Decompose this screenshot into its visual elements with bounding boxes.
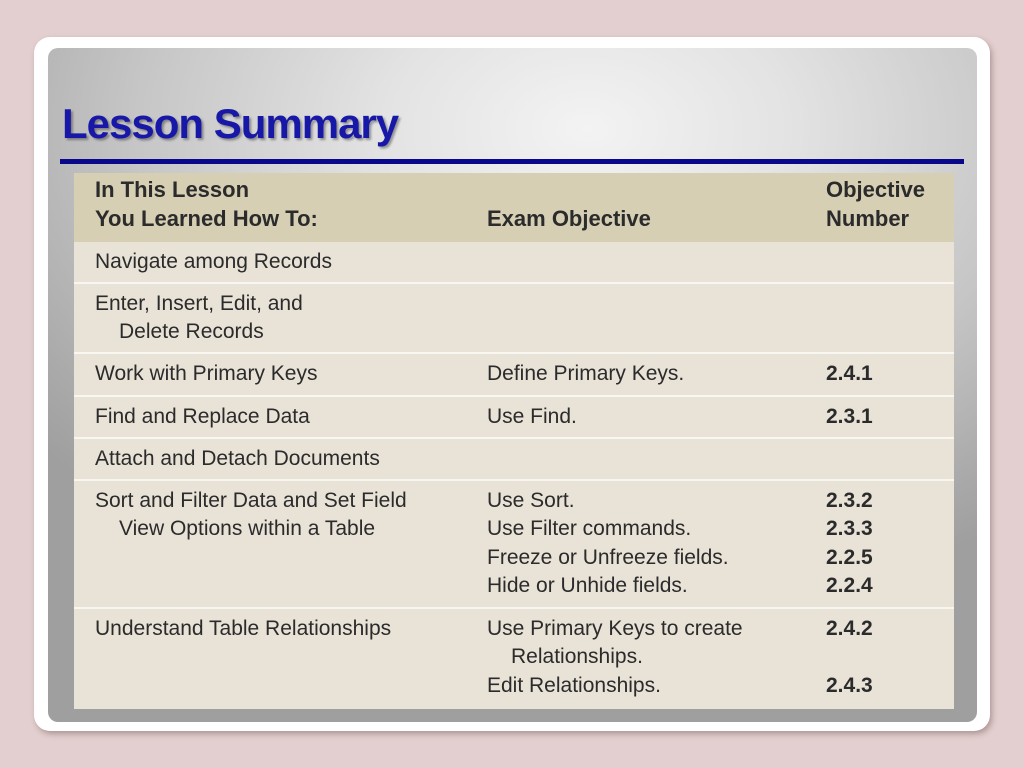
objective-number: 2.3.3 [826, 517, 873, 541]
header-objective-number-line: Objective [826, 177, 926, 202]
exam-objective-text: Hide or Unhide fields. [487, 574, 688, 598]
skill-cell [74, 481, 466, 607]
objective-number: 2.3.2 [826, 489, 873, 512]
skill-text: Understand Table Relationships [95, 617, 392, 640]
exam-objective-text: Define Primary Keys. [487, 362, 685, 385]
exam-objective-text: Use Filter commands. [487, 517, 692, 541]
exam-objective-text: Use Primary Keys to create [487, 617, 743, 640]
header-objective-number [805, 173, 954, 242]
objective-number-cell [805, 284, 954, 352]
exam-objective-cell [466, 481, 805, 607]
skill-text: Attach and Detach Documents [95, 447, 380, 470]
exam-objective-text: Use Find. [487, 405, 577, 428]
table-row [74, 607, 954, 709]
skill-text: Sort and Filter Data and Set Field [95, 489, 407, 512]
exam-objective-cell [466, 284, 805, 352]
objective-number: 2.3.1 [826, 405, 873, 428]
exam-objective-text: Use Sort. [487, 489, 575, 512]
skill-text: Work with Primary Keys [95, 362, 318, 385]
exam-objective-cell [466, 397, 805, 437]
header-exam-objective-text: Exam Objective [487, 206, 651, 231]
lesson-summary-table [74, 173, 954, 709]
exam-objective-cell [466, 354, 805, 395]
table-row [74, 437, 954, 479]
skill-text: Navigate among Records [95, 250, 332, 273]
header-exam-objective [466, 173, 805, 242]
exam-objective-cell [466, 242, 805, 282]
header-skill [74, 173, 466, 242]
skill-cell [74, 609, 466, 709]
objective-number: 2.4.2 [826, 617, 873, 640]
objective-number-cell [805, 354, 954, 395]
skill-text: Enter, Insert, Edit, and [95, 292, 303, 315]
slide-frame [34, 37, 990, 731]
line-spacer [826, 643, 954, 671]
skill-text-continued: View Options within a Table [119, 517, 376, 541]
objective-number-cell [805, 609, 954, 709]
exam-objective-text-continued: Relationships. [511, 645, 643, 669]
objective-number-cell [805, 397, 954, 437]
table-row [74, 352, 954, 395]
exam-objective-cell [466, 439, 805, 479]
table-row [74, 395, 954, 437]
objective-number-cell [805, 439, 954, 479]
slide-panel [48, 48, 977, 722]
header-skill-line: In This Lesson [95, 177, 250, 202]
skill-text-continued: Delete Records [119, 320, 264, 344]
exam-objective-text: Edit Relationships. [487, 673, 661, 697]
exam-objective-text: Freeze or Unfreeze fields. [487, 545, 729, 569]
objective-number-cell [805, 481, 954, 607]
skill-text: Find and Replace Data [95, 405, 310, 428]
table-row [74, 242, 954, 282]
objective-number: 2.2.5 [826, 545, 873, 569]
skill-cell [74, 354, 466, 395]
table-row [74, 479, 954, 607]
skill-cell [74, 397, 466, 437]
skill-cell [74, 242, 466, 282]
objective-number: 2.4.3 [826, 673, 873, 697]
skill-cell [74, 284, 466, 352]
header-objective-number-line: Number [826, 206, 910, 231]
skill-cell [74, 439, 466, 479]
objective-number: 2.2.4 [826, 574, 873, 598]
header-skill-line: You Learned How To: [95, 206, 318, 231]
objective-number-cell [805, 242, 954, 282]
title-underline [60, 159, 964, 164]
table-row [74, 282, 954, 352]
slide-title: Lesson Summary [62, 100, 399, 147]
table-header-row [74, 173, 954, 242]
exam-objective-cell [466, 609, 805, 709]
objective-number: 2.4.1 [826, 362, 873, 385]
